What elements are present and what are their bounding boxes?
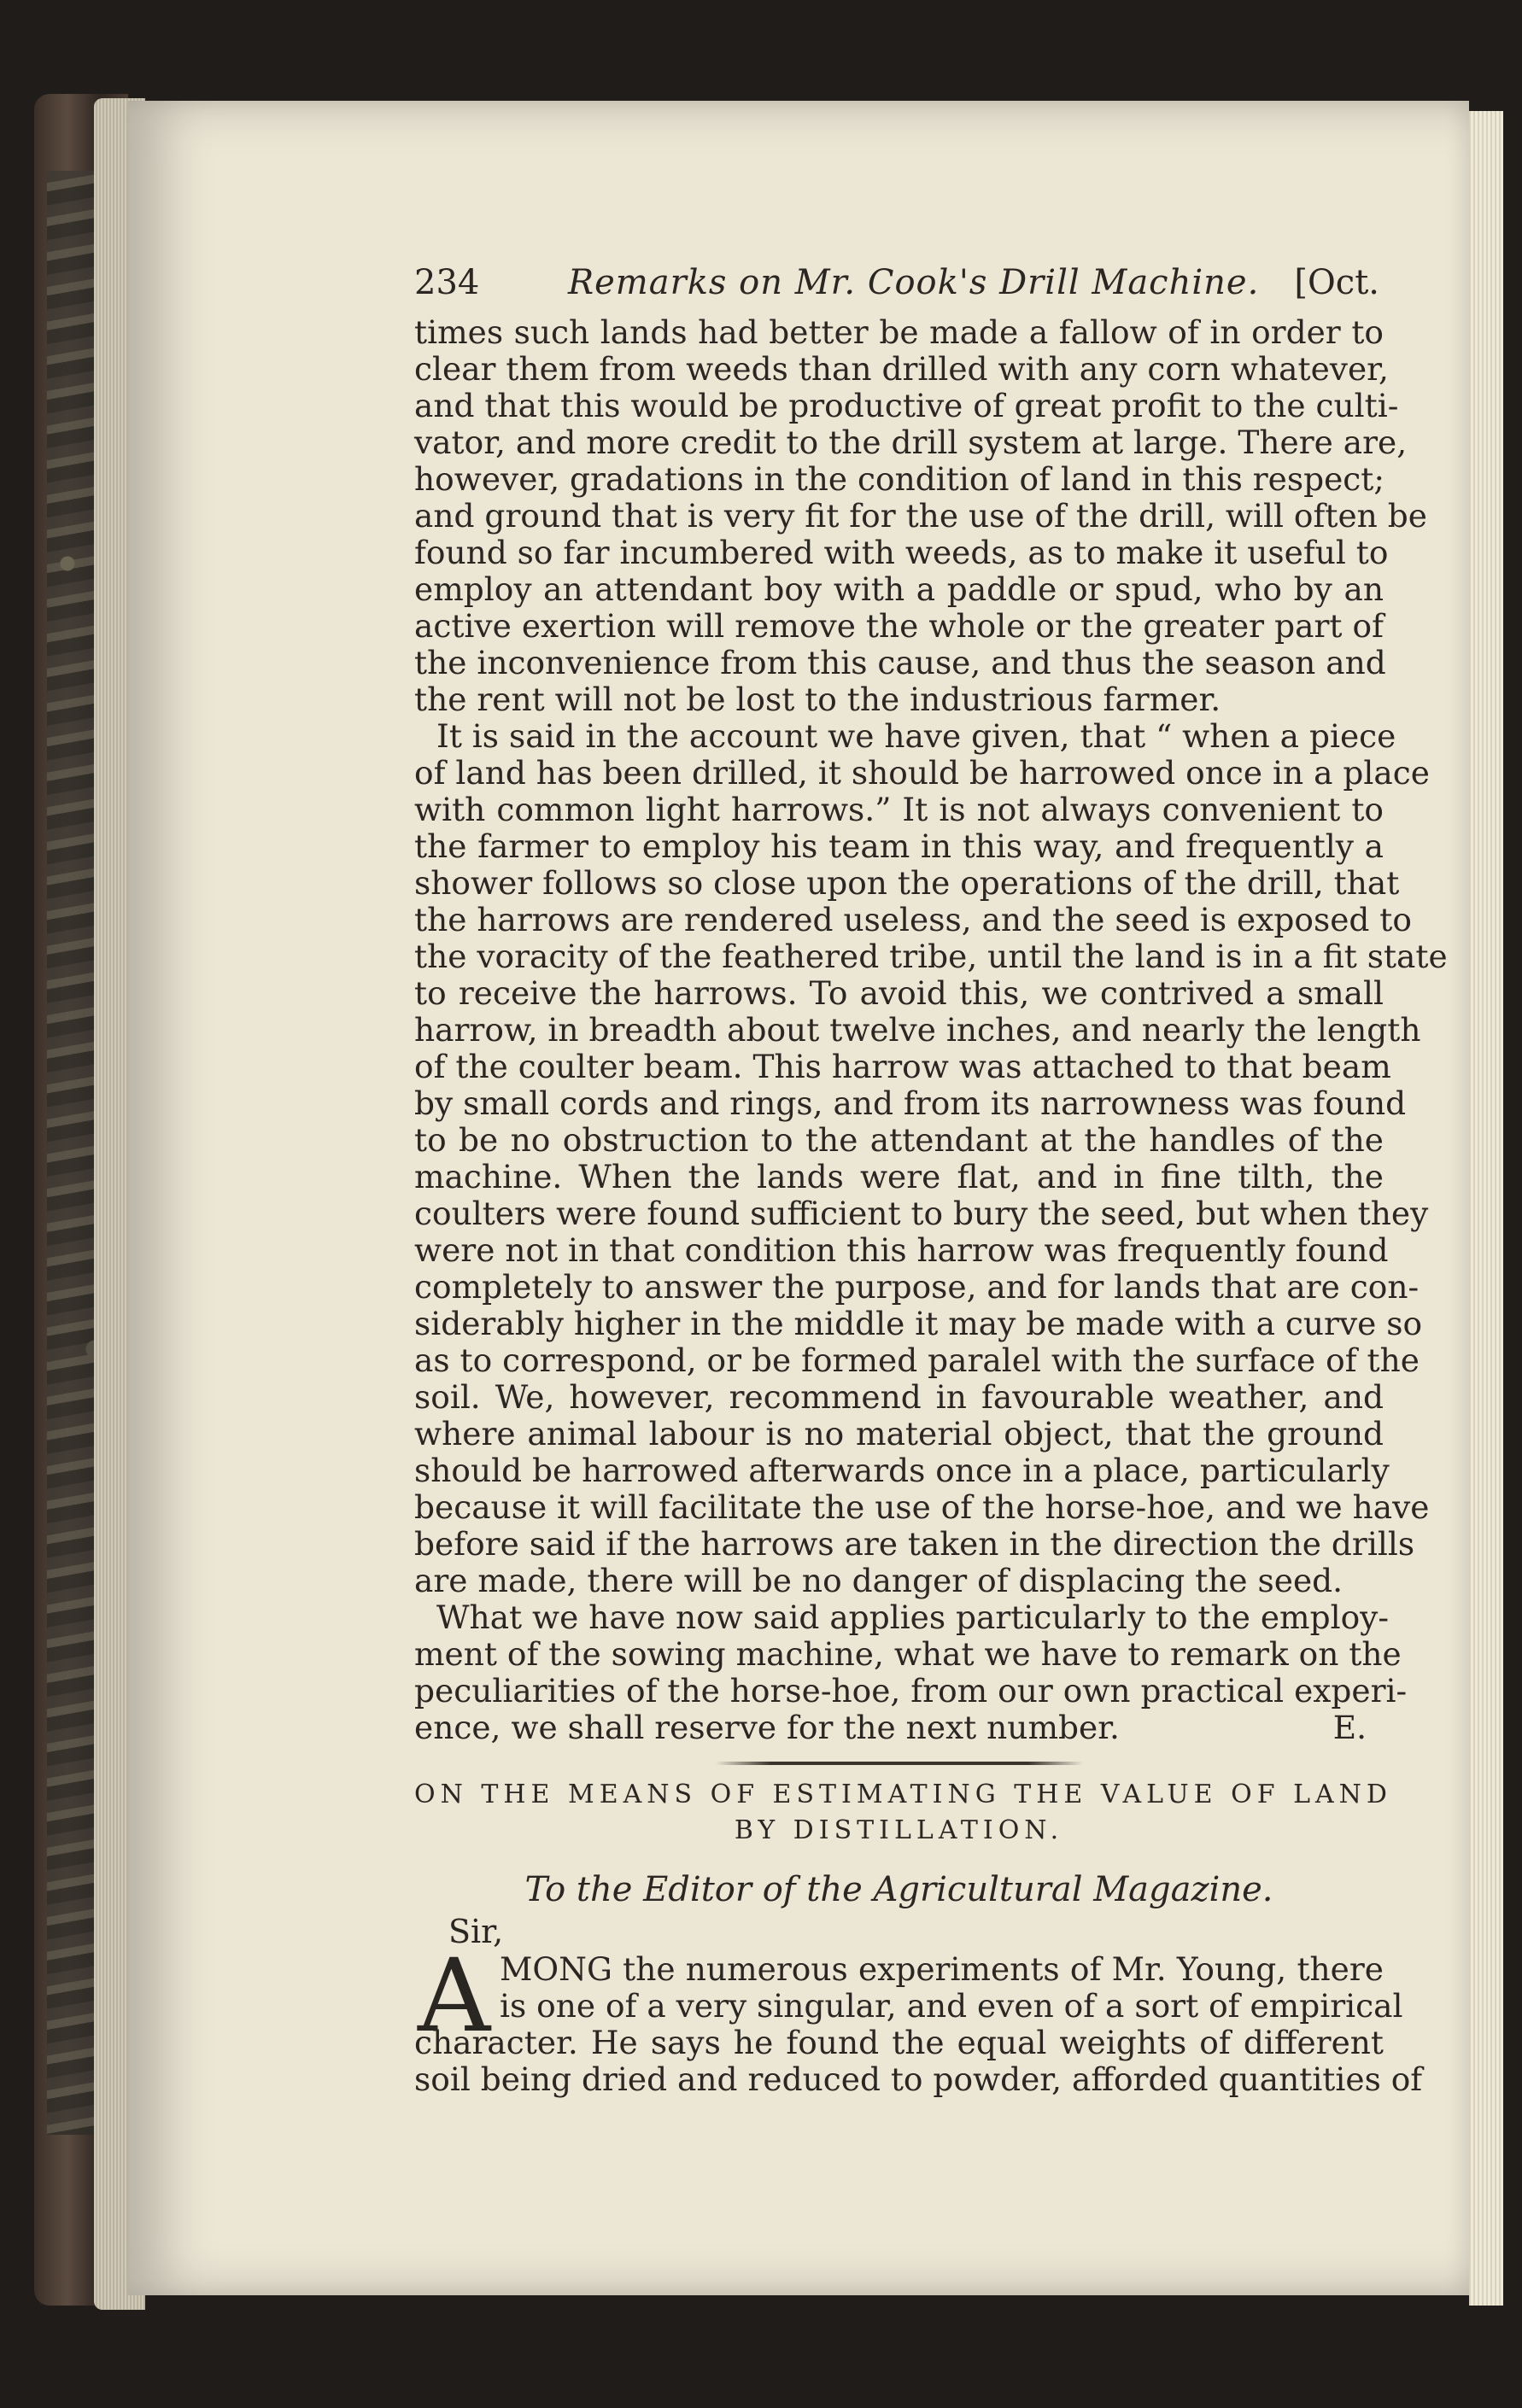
letter-paragraph: [414, 1937, 1423, 2098]
closing-line: [414, 1710, 1384, 1746]
paragraph-2: [414, 717, 1448, 1599]
text-line: as to correspond, or be formed paralel with the surface of the: [414, 1341, 1420, 1379]
text-line: clear them from weeds than drilled with any corn whatever,: [414, 350, 1389, 388]
author-signature: E.: [1332, 1709, 1367, 1746]
article-heading-continued: BY DISTILLATION.: [734, 1815, 1064, 1845]
text-line: It is said in the account we have given, that “ when a piece: [436, 717, 1396, 755]
article-heading: ON THE MEANS OF ESTIMATING THE VALUE OF LAND: [414, 1780, 1392, 1809]
text-line: where animal labour is no material object, that the ground: [414, 1415, 1384, 1452]
text-line: because it will facilitate the use of the horse-hoe, and we have: [414, 1488, 1430, 1526]
header-month: [Oct.: [1294, 263, 1379, 302]
text-line: the inconvenience from this cause, and thus the season and: [414, 644, 1386, 681]
text-line: soil. We, however, recommend in favourable weather, and: [414, 1378, 1384, 1416]
text-line: ence, we shall reserve for the next number.: [414, 1709, 1120, 1746]
text-line: and ground that is very fit for the use of the drill, will often be: [414, 497, 1427, 535]
text-line: is one of a very singular, and even of a sort of empirical: [500, 1987, 1403, 2025]
text-line: What we have now said applies particularly to the employ-: [436, 1599, 1390, 1636]
page-text: [414, 256, 1448, 2098]
text-line: the voracity of the feathered tribe, until the land is in a fit state: [414, 938, 1448, 975]
paragraph-1: [414, 313, 1427, 718]
text-line: should be harrowed afterwards once in a place, particularly: [414, 1452, 1390, 1489]
text-line: peculiarities of the horse-hoe, from our own practical experi-: [414, 1672, 1408, 1710]
text-line: the harrows are rendered useless, and the seed is exposed to: [414, 901, 1412, 938]
text-line: machine. When the lands were flat, and in fine tilth, the: [414, 1158, 1384, 1195]
text-line: before said if the harrows are taken in the direction the drills: [414, 1525, 1415, 1563]
text-line: vator, and more credit to the drill system at large. There are,: [414, 424, 1408, 461]
text-line: are made, there will be no danger of displacing the seed.: [414, 1562, 1343, 1599]
text-line: coulters were found sufficient to bury the seed, but when they: [414, 1195, 1429, 1232]
text-line: MONG the numerous experiments of Mr. Young, there: [500, 1950, 1384, 1988]
text-line: of the coulter beam. This harrow was attached to that beam: [414, 1048, 1391, 1085]
paragraph-3: [414, 1599, 1408, 1746]
text-line: by small cords and rings, and from its narrowness was found: [414, 1084, 1407, 1122]
text-line: employ an attendant boy with a paddle or spud, who by an: [414, 570, 1384, 608]
text-line: harrow, in breadth about twelve inches, and nearly the length: [414, 1011, 1421, 1049]
text-line: ment of the sowing machine, what we have to remark on the: [414, 1635, 1402, 1673]
text-line: character. He says he found the equal weights of different: [414, 2024, 1384, 2061]
text-line: and that this would be productive of great profit to the culti-: [414, 387, 1399, 424]
text-line: siderably higher in the middle it may be made with a curve so: [414, 1305, 1423, 1342]
editor-address: To the Editor of the Agricultural Magazine.: [524, 1870, 1273, 1909]
text-line: to be no obstruction to the attendant at the handles of the: [414, 1121, 1384, 1159]
text-line: completely to answer the purpose, and for lands that are con-: [414, 1268, 1420, 1306]
salutation: Sir,: [448, 1913, 504, 1950]
text-line: shower follows so close upon the operations of the drill, that: [414, 864, 1400, 902]
running-header: [414, 256, 1384, 309]
text-line: the farmer to employ his team in this way, and frequently a: [414, 827, 1384, 865]
text-line: however, gradations in the condition of land in this respect;: [414, 460, 1385, 498]
text-line: times such lands had better be made a fallow of in order to: [414, 313, 1384, 351]
text-line: to receive the harrows. To avoid this, we contrived a small: [414, 974, 1384, 1012]
drop-cap: A: [418, 1937, 491, 2054]
running-title: Remarks on Mr. Cook's Drill Machine.: [568, 263, 1260, 302]
text-line: active exertion will remove the whole or the greater part of: [414, 607, 1384, 645]
text-line: were not in that condition this harrow was frequently found: [414, 1231, 1389, 1269]
page-edges-right: [1469, 111, 1503, 2306]
page-number: 234: [414, 263, 480, 302]
text-line: the rent will not be lost to the industrious farmer.: [414, 681, 1221, 718]
text-line: soil being dried and reduced to powder, afforded quantities of: [414, 2060, 1423, 2098]
text-line: with common light harrows.” It is not always convenient to: [414, 791, 1384, 828]
text-line: of land has been drilled, it should be harrowed once in a place: [414, 754, 1430, 792]
section-divider: [716, 1762, 1083, 1765]
text-line: found so far incumbered with weeds, as to make it useful to: [414, 534, 1389, 571]
